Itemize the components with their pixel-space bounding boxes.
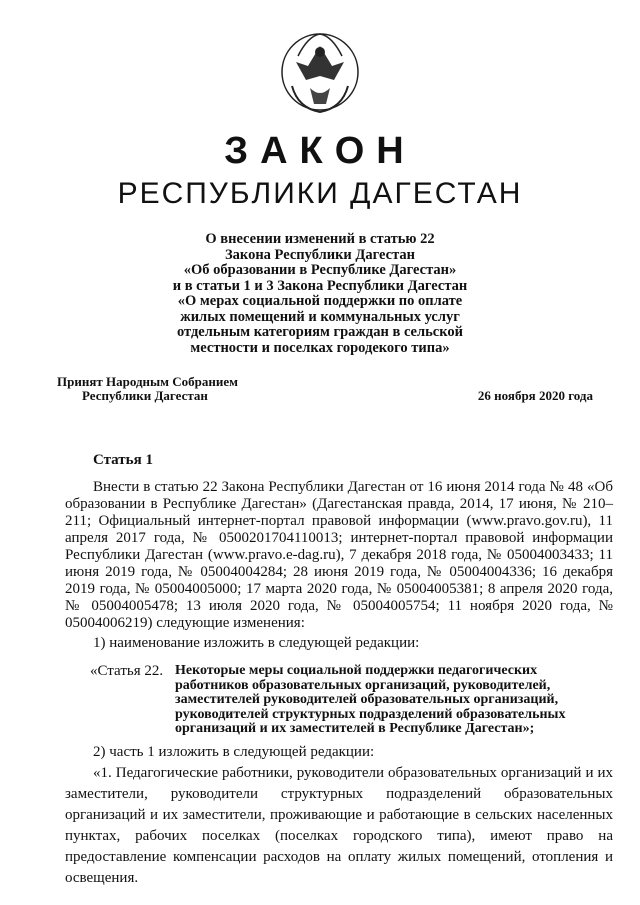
adopted-by: [57, 375, 238, 403]
subject-line: и в статьи 1 и 3 Закона Республики Дагестан: [172, 277, 468, 294]
article-22-title: Некоторые меры социальной поддержки педагогических работников образовательных организаций, руководителей, заместителей руководителей образовательных организаций, руководителей структурных подразделений образовательных организаций и их заместителей в Республике Дагестан»;: [175, 663, 566, 736]
intro-paragraph: Внести в статью 22 Закона Республики Дагестан от 16 июня 2014 года № 48 «Об образовании в Республике Дагестан» (Дагестанская правда, 2014, 17 июня, № 210–211; Официальный интернет-портал правовой информации (www.pravo.gov.ru), 11 апреля 2017 года, № 0500201704110013; интернет-портал правовой информации Республики Дагестан (www.pravo.e-dag.ru), 7 декабря 2018 года, № 05004003433; 11 июня 2019 года, № 05004004284; 28 июня 2019 года, № 05004004336; 16 декабря 2019 года, № 05004005000; 17 марта 2020 года, № 05004005381; 8 апреля 2020 года, № 05004005478; 13 июля 2020 года, № 05004005754; 11 ноября 2020 года, № 05004006219) следующие изменения:: [65, 479, 613, 631]
subject-line: жилых помещений и коммунальных услуг: [180, 308, 460, 325]
subject-line: Закона Республики Дагестан: [225, 246, 415, 263]
article-22-number: «Статья 22.: [90, 663, 164, 679]
adopted-line: Республики Дагестан: [82, 388, 208, 403]
document-title: ЗАКОН: [224, 130, 416, 172]
article-intro: [65, 479, 613, 632]
subject-line: «Об образовании в Республике Дагестан»: [183, 262, 457, 278]
subject-line: местности и поселках городекого типа»: [190, 339, 450, 356]
article-heading: Статья 1: [93, 452, 153, 468]
item-1: 1) наименование изложить в следующей редакции:: [93, 635, 420, 651]
law-subject: [110, 232, 530, 356]
dagestan-emblem-icon: [278, 26, 362, 118]
part-1-paragraph: «1. Педагогические работники, руководители образовательных организаций и их заместители, руководители структурных подразделений образовательных организаций и их заместители, проживающие и работающие в сельских населенных пунктах, рабочих поселках (поселках городского типа), имеют право на предоставление компенсации расходов на оплату жилых помещений, отопления и освещения.: [65, 765, 613, 886]
adopted-line: Принят Народным Собранием: [57, 374, 239, 389]
subject-line: О внесении изменений в статью 22: [205, 231, 435, 247]
item-2: 2) часть 1 изложить в следующей редакции:: [93, 744, 375, 760]
part-1-text: [65, 763, 613, 889]
article-22-title-block: [90, 664, 612, 737]
adoption-date: 26 ноября 2020 года: [477, 388, 593, 403]
subject-line: отдельным категориям граждан в сельской: [176, 324, 464, 340]
subject-line: «О мерах социальной поддержки по оплате: [177, 293, 463, 309]
document-subtitle: РЕСПУБЛИКИ ДАГЕСТАН: [117, 177, 523, 210]
